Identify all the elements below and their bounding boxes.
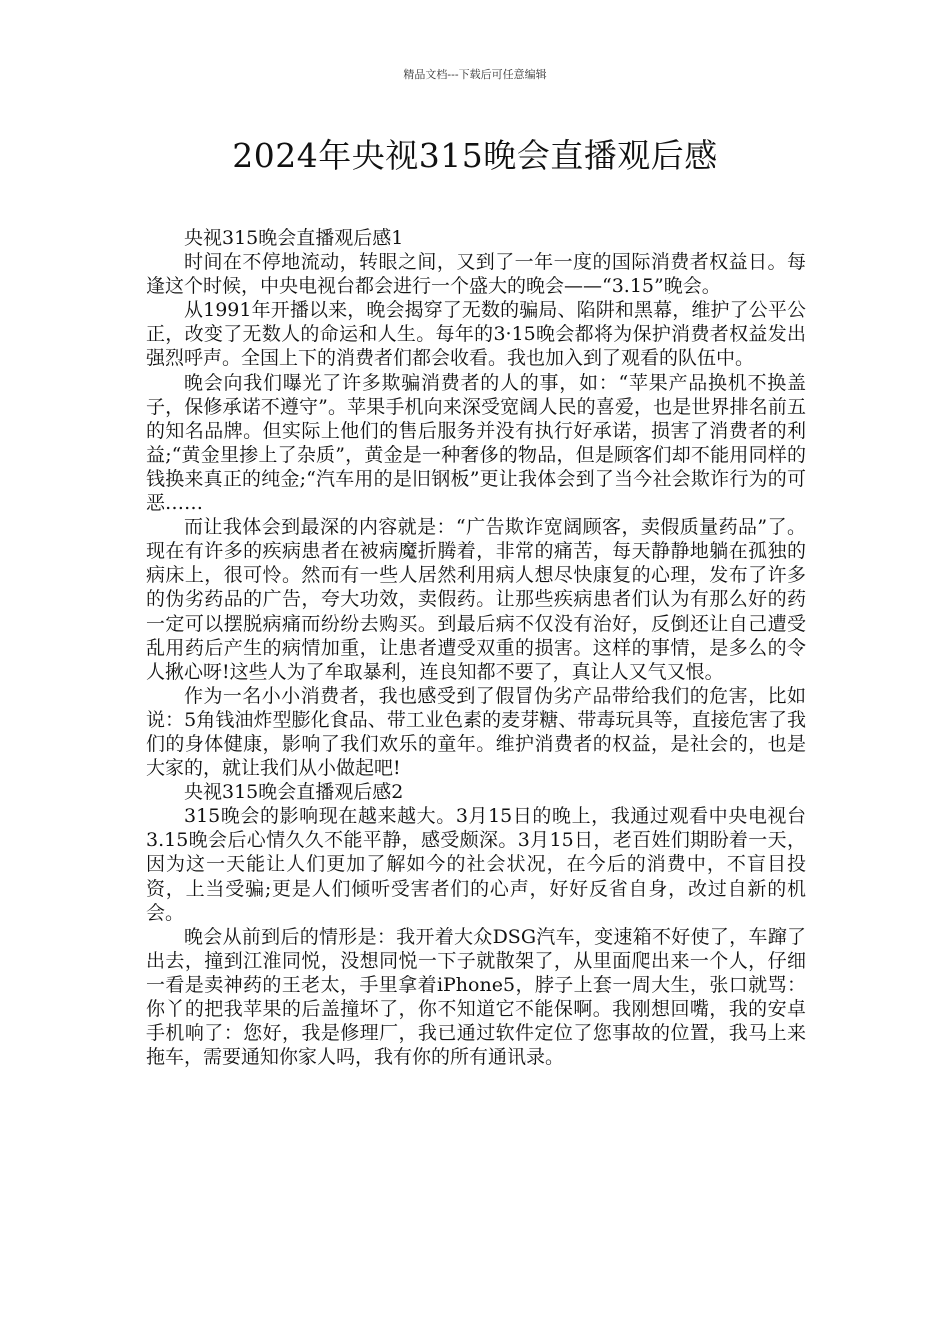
- section-heading-1: 央视315晚会直播观后感1: [184, 227, 404, 249]
- paragraph: 从1991年开播以来，晚会揭穿了无数的骗局、陷阱和黑幕，维护了公平公正，改变了无数人的命运和人生。每年的3·15晚会都将为保护消费者权益发出强烈呼声。全国上下的消费者们都会收看。我也加入到了观看的队伍中。: [146, 299, 806, 370]
- paragraph: 时间在不停地流动，转眼之间，又到了一年一度的国际消费者权益日。每逢这个时候，中央电视台都会进行一个盛大的晚会——“3.15”晚会。: [146, 251, 806, 298]
- document-title: 2024年央视315晚会直播观后感: [232, 136, 718, 175]
- document-body: [146, 226, 806, 1069]
- paragraph: 315晚会的影响现在越来越大。3月15日的晚上，我通过观看中央电视台3.15晚会后心情久久不能平静，感受颇深。3月15日，老百姓们期盼着一天，因为这一天能让人们更加了解如今的社会状况，在今后的消费中，不盲目投资，上当受骗;更是人们倾听受害者们的心声，好好反省自身，改过自新的机会。: [146, 805, 806, 924]
- paragraph: 作为一名小小消费者，我也感受到了假冒伪劣产品带给我们的危害，比如说：5角钱油炸型膨化食品、带工业色素的麦芽糖、带毒玩具等，直接危害了我们的身体健康，影响了我们欢乐的童年。维护消费者的权益，是社会的，也是大家的，就让我们从小做起吧!: [146, 684, 806, 780]
- paragraph: 而让我体会到最深的内容就是：“广告欺诈宽阔顾客，卖假质量药品”了。现在有许多的疾病患者在被病魔折腾着，非常的痛苦，每天静静地躺在孤独的病床上，很可怜。然而有一些人居然利用病人想尽快康复的心理，发布了许多的伪劣药品的广告，夸大功效，卖假药。让那些疾病患者们认为有那么好的药一定可以摆脱病痛而纷纷去购买。到最后病不仅没有治好，反倒还让自己遭受乱用药后产生的病情加重，让患者遭受双重的损害。这样的事情，是多么的令人揪心呀!这些人为了牟取暴利，连良知都不要了，真让人又气又恨。: [146, 516, 806, 683]
- section-heading-2: 央视315晚会直播观后感2: [184, 781, 404, 804]
- paragraph: 晚会向我们曝光了许多欺骗消费者的人的事，如：“苹果产品换机不换盖子，保修承诺不遵守”。苹果手机向来深受宽阔人民的喜爱，也是世界排名前五的知名品牌。但实际上他们的售后服务并没有执行好承诺，损害了消费者的利益;“黄金里掺上了杂质”，黄金是一种奢侈的物品，但是顾客们却不能用同样的钱换来真正的纯金;“汽车用的是旧钢板”更让我体会到了当今社会欺诈行为的可恶……: [146, 371, 806, 515]
- page-header-note: 精品文档---下载后可任意编辑: [403, 68, 547, 81]
- paragraph: 晚会从前到后的情形是：我开着大众DSG汽车，变速箱不好使了，车蹿了出去，撞到江淮同悦，没想同悦一下子就散架了，从里面爬出来一个人，仔细一看是卖神药的王老太，手里拿着iPhone5，脖子上套一周大生，张口就骂：你丫的把我苹果的后盖撞坏了，你不知道它不能保啊。我刚想回嘴，我的安卓手机响了：您好，我是修理厂，我已通过软件定位了您事故的位置，我马上来拖车，需要通知你家人吗，我有你的所有通讯录。: [146, 925, 806, 1069]
